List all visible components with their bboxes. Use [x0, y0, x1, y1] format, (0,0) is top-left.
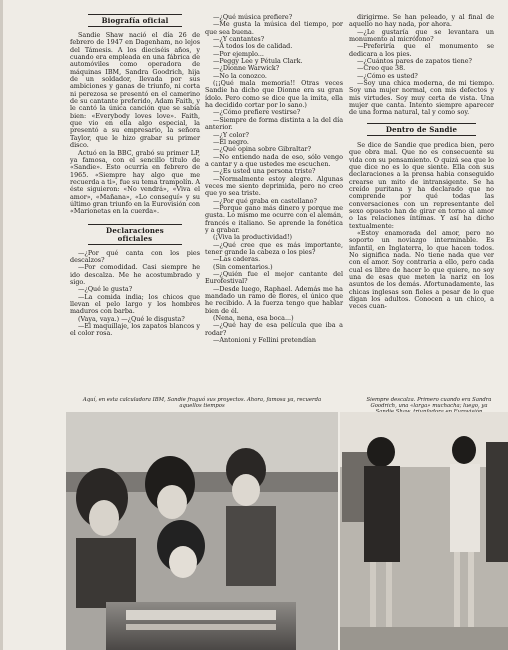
- paragraph: (¡Viva la productividad!): [213, 233, 293, 242]
- paragraph: —Peggy Lee y Pétula Clark.: [213, 57, 303, 66]
- paragraph: —Preferiría que el monumento se dedicara a los pies.: [349, 42, 494, 58]
- paragraph: —¿Y cantantes?: [213, 35, 265, 44]
- photo-strip: [66, 412, 508, 650]
- paragraph: Actuó en la BBC, grabó su primer LP, ya famosa, con el sencillo título de «Sandie». Esto ocurría en febrero de 1965. «Siempre hay algo que me recuerda a ti», fue su tema trampolín. A éste siguieron: «No vendrá», «Viva el amor», «Mañana», «Lo conseguí» y su último gran triunfo en la Eurovisión con «Marionetas en la cuerda».: [70, 148, 201, 216]
- paragraph: —Desde luego, Raphael. Además me ha mandado un ramo de flores, el único que he recibido. A la fuerza tengo que hablar bien de él.: [205, 284, 343, 315]
- paragraph: —¿Qué hay de esa película que iba a rodar?: [205, 321, 343, 337]
- caption-left: Aquí, en esta calculadora IBM, Sandie fraguó sus proyectos. Ahora, famosa ya, recuerda aquellos tiempos: [82, 397, 322, 410]
- paragraph: —¿Cómo prefiere vestirse?: [213, 108, 301, 117]
- column-1: [70, 14, 200, 338]
- caption-right: Siempre descalza. Primero cuando era Sandra Goodrich, una «larga» muchacha; luego, ya: [366, 397, 492, 410]
- paragraph: —Creo que 38.: [357, 64, 406, 73]
- photo-right-barefoot: [340, 412, 508, 650]
- paragraph: —La comida india; los chicos que llevan el pelo largo y los hombres maduros con barba.: [70, 292, 200, 316]
- paragraph: —¿Cuántos pares de zapatos tiene?: [357, 57, 472, 66]
- paragraph: Se dice de Sandie que predica bien, pero que obra mal. Que no es consecuente su vida con su pensamiento. O quizá sea que lo que dice no es lo que siente. Ella con sus declaraciones a la prensa habia conseguido crearse un mito de intransigente. Se ha creído puritana y ha declarado que no comprende por qué todas las conversaciones con un representante del sexo opuesto han de girar en torno al amor o las relaciones íntimas. Y así ha dicho textualmente:: [349, 140, 494, 230]
- biografia-text: [70, 32, 200, 216]
- paragraph: —¿Por qué canta con los pies descalzos?: [70, 248, 200, 264]
- paragraph: —¿Por qué graba en castellano?: [213, 196, 317, 205]
- paragraph: —Antonioni y Fellini pretendían: [213, 336, 317, 345]
- paragraph: —Soy una chica moderna, de mi tiempo. Soy una mujer normal, con mis defectos y mis virtudes. Soy muy certa de vista. Una mujer que canta. Intento siempre aparecer de una forma natural, tal y como soy.: [349, 79, 494, 117]
- paragraph: (¡¡Qué mala memoria!! Otras veces Sandie ha dicho que Dionne era su gran ídolo. Pero como se dice que la imita, ella ha decidido cortar por lo sano.): [205, 79, 343, 110]
- paragraph: (Sin comentarios.): [213, 262, 273, 271]
- paragraph: —Me gusta la música del tiempo, por que sea buena.: [205, 20, 343, 36]
- paragraph: —¿Es usted una persona triste?: [213, 167, 316, 176]
- paragraph: (Nena, nena, esa boca...): [213, 314, 294, 323]
- dentro-text: [349, 142, 494, 311]
- paragraph: —¿Cómo es usted?: [357, 71, 418, 80]
- heading-declaraciones: Declaraciones oficiales: [88, 224, 182, 245]
- declaraciones-text: [70, 250, 200, 338]
- interview-continued-text: [349, 14, 494, 117]
- heading-biografia: Biografía oficial: [88, 14, 182, 27]
- photo-left-calculator: [66, 412, 338, 650]
- paragraph: —No entiendo nada de eso, sólo vengo a cantar y a que ustedes me escuchen.: [205, 152, 343, 168]
- interview-text: [205, 14, 343, 344]
- paragraph: —A todos los de calidad.: [213, 42, 293, 51]
- heading-dentro: Dentro de Sandie: [367, 123, 476, 136]
- paragraph: —No la conozco.: [213, 71, 267, 80]
- paragraph: —Normalmente estoy alegre. Algunas veces me siento deprimida, pero no creo que yo sea triste.: [205, 174, 343, 198]
- paragraph: —¿Qué le gusta?: [78, 285, 133, 294]
- paragraph: —Las caderas.: [213, 255, 261, 264]
- paragraph: —¿Quién fue el mejor cantante del Eurofestival?: [205, 270, 343, 286]
- paragraph: —Siempre de forma distinta a la del día anterior.: [205, 115, 343, 132]
- paragraph: «Estoy enamorada del amor, pero no soporto un noviazgo interminable. Es infantil, en Inglaterra, lo que hacen todos. No significa nada. No tiene nada que ver con el amor. Soy contraria a ello, pero cada cual es libre de hacer lo que quiere, no soy una de esas que meten la nariz en los asuntos de los demás. Afortunadamente, las chicas inglesas son fieles a pesar de lo que digan los adultos. Conocen a un chico, a veces cuan-: [349, 228, 494, 311]
- paragraph: —¿Le gustaría que se levantara un monumento al micrófono?: [349, 27, 494, 44]
- paragraph: —¿Qué música prefiere?: [213, 13, 293, 21]
- column-2: [205, 14, 343, 344]
- paragraph: Sandie Shaw nació el día 26 de febrero de 1947 en Dagenham, no lejos del Támesis. A los dieciséis años, y cuando era empleada en una fábrica de automóviles como operadora de máquinas IBM, Sandra Goodrich, hija de un soldador, llevada por sus ambiciones y ganas de triunfo, ni corta ni perezosa se presentó en el camerino de su cantante preferido, Adam Faith, y le cantó la única canción que se sabía bien: «Everybody loves love». Faith, que vio en ella algo especial, la presentó a su empresario, la señora Taylor, que le hizo grabar su primer disco.: [70, 31, 200, 150]
- paragraph: —El maquillaje, los zapatos blancos y el color rosa.: [70, 322, 200, 338]
- paragraph: —El negro.: [213, 137, 249, 146]
- paragraph: —¿Y color?: [213, 130, 249, 139]
- paragraph: (Vaya, vaya.) —¿Qué le disgusta?: [78, 314, 185, 323]
- column-3: [349, 14, 494, 311]
- paragraph: —Porque gano más dinero y porque me gusta. Lo mismo me ocurre con el alemán, francés e italiano. Se aprende la fonética y a grabar.: [205, 203, 343, 234]
- paragraph: dirigirme. Se han peleado, y al final de aquello no hay nada, por ahora.: [349, 13, 494, 29]
- paragraph: —¿Qué cree que es más importante, tener grande la cabeza o los pies?: [205, 240, 343, 256]
- paragraph: —¿Dionne Warwick?: [213, 64, 280, 73]
- paragraph: —Por ejemplo...: [213, 49, 264, 58]
- paragraph: —Por comodidad. Casi siempre he ido descalza. Me he acostumbrado y sigo.: [70, 263, 200, 286]
- paragraph: —¿Qué opina sobre Gibraltar?: [213, 145, 312, 154]
